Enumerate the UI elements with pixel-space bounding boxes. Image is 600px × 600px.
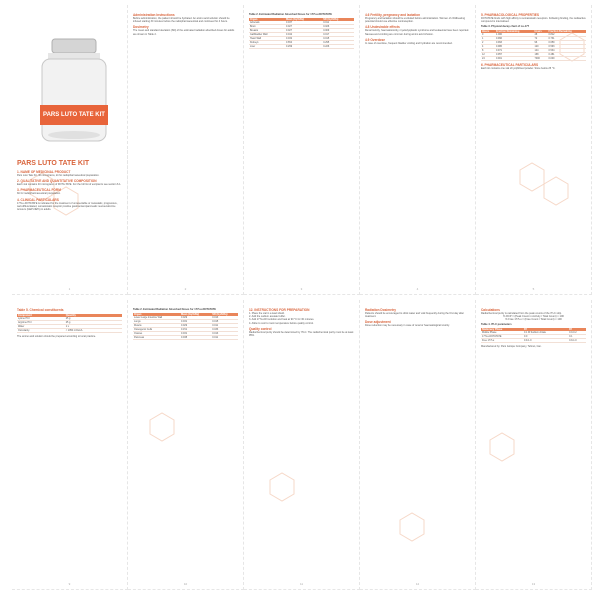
section-heading: Quality control xyxy=(249,326,272,331)
table-cell: 1 xyxy=(481,37,495,41)
panel-dosimetry xyxy=(128,5,244,295)
table-cell: 0.011 xyxy=(211,336,238,340)
table-cell: Breasts xyxy=(249,29,285,33)
page-number: 2 xyxy=(184,287,187,291)
section-text: In case of overdose, frequent bladder voiding and hydration are recommended. xyxy=(365,41,453,45)
table-cell: 0.971 xyxy=(495,49,533,53)
table-cell: 0.017 xyxy=(322,33,354,37)
table-cell: Kidneys xyxy=(249,41,285,45)
table-cell: 0.9-1.0 xyxy=(523,339,568,343)
page-number: 1 xyxy=(68,287,71,291)
panel-calculations xyxy=(476,300,592,590)
panel-dose-adjust xyxy=(360,300,476,590)
section-text: Pregnancy and lactation should be excluded before administration. Women of childbearing potential should use effective contraception. xyxy=(365,17,466,24)
table-cell: 0.015 xyxy=(211,320,238,324)
dose-table xyxy=(249,18,354,49)
table-caption: Table 4. ITLC parameters xyxy=(481,323,512,327)
table-cell: 0.029 xyxy=(180,316,211,320)
section-heading: 6. PHARMACEUTICAL PARTICULARS xyxy=(481,63,539,68)
section-heading: 12. INSTRUCTIONS FOR PREPARATION xyxy=(249,308,310,312)
panel-intro xyxy=(12,150,128,295)
table-header: Fraction Remaining xyxy=(495,30,533,33)
table-cell: Water xyxy=(17,325,65,329)
amino-table xyxy=(17,314,122,333)
table-cell: 177Lu-DOTATATE xyxy=(481,335,523,339)
section-text: 177Lu-DOTATATE is indicated for the treatment of unresectable or metastatic, progressive, well-differentiated, somatostatin receptor positive gastroenteropancreatic neuroendocrine tumours (GEP-NETs) in adults. xyxy=(17,201,118,212)
section-text: Each vial contains 40 micrograms of DOTA-TATE. For the full list of excipients see section 6.1. xyxy=(17,183,122,187)
table-header: Mean (Gy/GBq) xyxy=(285,18,322,21)
formula-rcp: % RCP = (Peak Count in Activity / Total Count) × 100 xyxy=(503,315,564,319)
table-cell: Lower Large Intestine Wall xyxy=(133,316,180,320)
table-cell: Muscle xyxy=(133,324,180,328)
table-cell: 0.038 xyxy=(180,336,211,340)
table-cell: 48 xyxy=(533,33,547,37)
panel-organs xyxy=(128,300,244,590)
table-cell: Heart Wall xyxy=(249,37,285,41)
section-heading: Radiation Dosimetry xyxy=(365,308,396,312)
table-header: Stationary Phase xyxy=(481,328,523,331)
table-header: Hours xyxy=(533,30,547,33)
table-cell: 0.593 xyxy=(548,45,587,49)
table-cell: 0.481 xyxy=(548,53,587,57)
section-heading: Dosimetry xyxy=(133,25,149,30)
table-cell: 0.957 xyxy=(495,53,533,57)
table-header: Fraction Remaining xyxy=(548,30,587,33)
table-cell: Pancreas xyxy=(133,336,180,340)
table-header: SD (Gy/GBq) xyxy=(322,18,354,21)
table-row xyxy=(481,57,586,61)
page-number: 9 xyxy=(68,582,71,586)
table-cell: 0.027 xyxy=(285,25,322,29)
table-cell: Ovaries xyxy=(133,332,180,336)
table-cell: 0.731 xyxy=(548,37,587,41)
table-cell: 0.295 xyxy=(322,41,354,45)
panel-prep xyxy=(244,300,360,590)
table-row xyxy=(17,329,122,333)
table-cell: 96 xyxy=(533,41,547,45)
section-text: Pars Luto Tate Kit, 40 micrograms, kit for radiopharmaceutical preparation. xyxy=(17,174,100,177)
table-cell: 0.534 xyxy=(548,49,587,53)
table-cell: Lysine HCl xyxy=(17,317,65,321)
kit-label: PARS LUTO TATE KIT xyxy=(40,105,108,125)
table-caption: Table 2. Estimated Radiation Absorbed Doses for 177Lu-DOTATATE xyxy=(249,13,332,16)
section-text: Before administration, the patient should be hydrated. An amino acid solution should be infused starting 30 minutes before the radiopharmaceutical and continued for 4 hours. xyxy=(133,17,230,24)
page-number: 5 xyxy=(532,287,535,291)
table-cell: 1.000 xyxy=(495,33,533,37)
manufacturer-text: Manufactured by: Pars Isotope Company, Tehran, Iran. xyxy=(481,345,542,349)
table-cell: 0.9-1.0 xyxy=(568,339,586,343)
section-text: Each kit contains one vial of lyophilised powder. Store below 25 °C. xyxy=(481,67,556,71)
dose-table-continued xyxy=(133,313,238,340)
section-heading: Table 5. Chemical constituents xyxy=(17,308,64,312)
table-cell: < 1050 mOsm/L xyxy=(65,329,122,333)
table-cell: 1 L xyxy=(65,325,122,329)
table-cell: 0.033 xyxy=(211,328,238,332)
table-cell: 168 xyxy=(533,53,547,57)
table-cell: 0.996 xyxy=(495,37,533,41)
section-heading: Dose adjustment xyxy=(365,320,391,325)
table-cell: 0.011 xyxy=(211,324,238,328)
section-text: 1. Place the vial in a lead shield. 2. Add the sodium acetate buffer. 3. Add 177LuCl3 solution and heat at 90 °C for 30 minutes. 4. Allow to cool to room temperature before quality control. xyxy=(249,312,315,325)
section-text: Renal toxicity, haematotoxicity, myelodysplastic syndrome and leukaemia have been reported. Nausea and vomiting are common during amino acid infusion. xyxy=(365,29,469,36)
section-heading: Administration Instructions xyxy=(133,13,175,17)
table-cell: 0.037 xyxy=(285,21,322,25)
panel-amino xyxy=(12,300,128,590)
table-cell: 0.1 M Sodium citrate xyxy=(523,331,568,335)
section-text: Patients should be encouraged to drink water and void frequently during the first day after treatment. xyxy=(365,312,464,319)
table-cell: 0.013 xyxy=(211,332,238,336)
table-cell: Liver xyxy=(249,45,285,49)
table-caption: Table 3. Physical decay chart of Lu-177 xyxy=(481,25,530,29)
section-heading: 4.6 Fertility, pregnancy and lactation xyxy=(365,13,421,17)
table-cell: Osteogenic Cells xyxy=(133,328,180,332)
product-title: PARS LUTO TATE KIT xyxy=(17,160,90,167)
table-cell: 0.027 xyxy=(285,29,322,33)
page-number: 4 xyxy=(416,287,419,291)
table-cell: 0.015 xyxy=(322,37,354,41)
table-caption: Table 2. Estimated Radiation Absorbed Doses for 177Lu-DOTATATE xyxy=(133,308,216,311)
table-cell: 7000 xyxy=(533,57,547,61)
page-number: 10 xyxy=(183,582,188,586)
table-cell: Adrenals xyxy=(249,21,285,25)
table-cell: 8 xyxy=(481,49,495,53)
table-cell: 0.026 xyxy=(322,25,354,29)
page-number: 3 xyxy=(300,287,303,291)
formula-free: % Free 177Lu = (Free Count / Total Count) × 100 xyxy=(505,318,562,322)
page-number: 13 xyxy=(531,582,536,586)
panel-decay xyxy=(476,5,592,295)
decay-table xyxy=(481,30,586,61)
table-header: Component xyxy=(17,314,65,317)
section-heading: 1. NAME OF MEDICINAL PRODUCT xyxy=(17,170,71,174)
table-cell: 144 xyxy=(533,49,547,53)
table-cell: Free 177Lu xyxy=(481,339,523,343)
table-cell: 0.013 xyxy=(211,316,238,320)
table-cell: 120 xyxy=(533,45,547,49)
page-number: 12 xyxy=(415,582,420,586)
table-cell: 0.042 xyxy=(285,33,322,37)
table-row xyxy=(481,339,586,343)
section-heading: 4.9 Overdose xyxy=(365,37,386,42)
table-cell: 25 g xyxy=(65,321,122,325)
table-cell: 72 xyxy=(533,37,547,41)
section-text: Dose reduction may be necessary in case of renal or haematological toxicity. xyxy=(365,324,450,328)
section-heading: 3. PHARMACEUTICAL FORM xyxy=(17,188,61,193)
section-heading: 5. PHARMACOLOGICAL PROPERTIES xyxy=(481,13,540,17)
table-header: Quantity xyxy=(65,314,122,317)
table-cell: 0 xyxy=(481,33,495,37)
table-cell: Osmolarity xyxy=(17,329,65,333)
table-cell: 0.000 xyxy=(548,57,587,61)
table-cell: 0.009 xyxy=(322,29,354,33)
section-text: The mean and standard deviation (SD) of the estimated radiation absorbed doses for adults are shown in Table 2. xyxy=(133,29,235,36)
table-cell: 0.011 xyxy=(322,21,354,25)
table-header: Hours xyxy=(481,30,495,33)
page-number: 11 xyxy=(299,582,304,586)
section-heading: Calculations xyxy=(481,308,500,312)
table-header: Organ xyxy=(133,313,180,316)
table-row xyxy=(133,336,238,340)
section-heading: 4. CLINICAL PARTICULARS xyxy=(17,197,59,202)
table-cell: 0.901 xyxy=(495,57,533,61)
table-header: Rf xyxy=(523,328,568,331)
table-cell: 24 xyxy=(481,57,495,61)
vial-jar-illustration xyxy=(38,37,110,145)
table-cell: 2 xyxy=(481,41,495,45)
table-cell: 0.031 xyxy=(180,320,211,324)
panel-table2 xyxy=(244,5,360,295)
section-heading: 4.8 Undesirable effects xyxy=(365,25,400,30)
panel-effects xyxy=(360,5,476,295)
table-cell: 0.654 xyxy=(285,41,322,45)
table-cell: 0.226 xyxy=(322,45,354,49)
table-cell: Brain xyxy=(249,25,285,29)
table-cell: 0.032 xyxy=(285,37,322,41)
section-text: DOTATATE binds with high affinity to somatostatin receptors. Following binding, the radioactive compound is internalised. xyxy=(481,17,586,24)
table-cell: Gallbladder Wall xyxy=(249,33,285,37)
table-cell: 0.299 xyxy=(285,45,322,49)
table-cell: 0.812 xyxy=(548,33,587,37)
table-cell: 0.029 xyxy=(180,324,211,328)
table-cell: 0.1 xyxy=(568,335,586,339)
table-cell: 0.0-0.2 xyxy=(568,331,586,335)
section-text: Radiochemical purity should be determined by ITLC. The radiochemical purity must be at least 95%. xyxy=(249,330,354,338)
section-heading: 2. QUALITATIVE AND QUANTITATIVE COMPOSITION xyxy=(17,179,97,184)
table-cell: 0.993 xyxy=(495,41,533,45)
table-row xyxy=(249,45,354,49)
itlc-table xyxy=(481,328,586,343)
section-text: The amino acid solution should be prepared according to local practice. xyxy=(17,335,96,338)
table-cell: Lungs xyxy=(133,320,180,324)
table-header: Mean (Gy/GBq) xyxy=(180,313,211,316)
table-header: SD (Gy/GBq) xyxy=(211,313,238,316)
table-cell: 0.031 xyxy=(180,332,211,336)
table-cell: 0.0 xyxy=(523,335,568,339)
table-header: Rf xyxy=(568,328,586,331)
table-cell: 4 xyxy=(481,45,495,49)
table-cell: 12 xyxy=(481,53,495,57)
table-header: Organ xyxy=(249,18,285,21)
table-cell: 0.659 xyxy=(548,41,587,45)
table-cell: Mobile Phase xyxy=(481,331,523,335)
table-cell: Arginine HCl xyxy=(17,321,65,325)
table-cell: 0.151 xyxy=(180,328,211,332)
table-cell: 0.986 xyxy=(495,45,533,49)
table-cell: 25 g xyxy=(65,317,122,321)
section-text: Radiochemical purity is calculated from the peak counts of the ITLC strip. xyxy=(481,312,562,315)
section-text: Kit for radiopharmaceutical preparation. xyxy=(17,192,61,196)
